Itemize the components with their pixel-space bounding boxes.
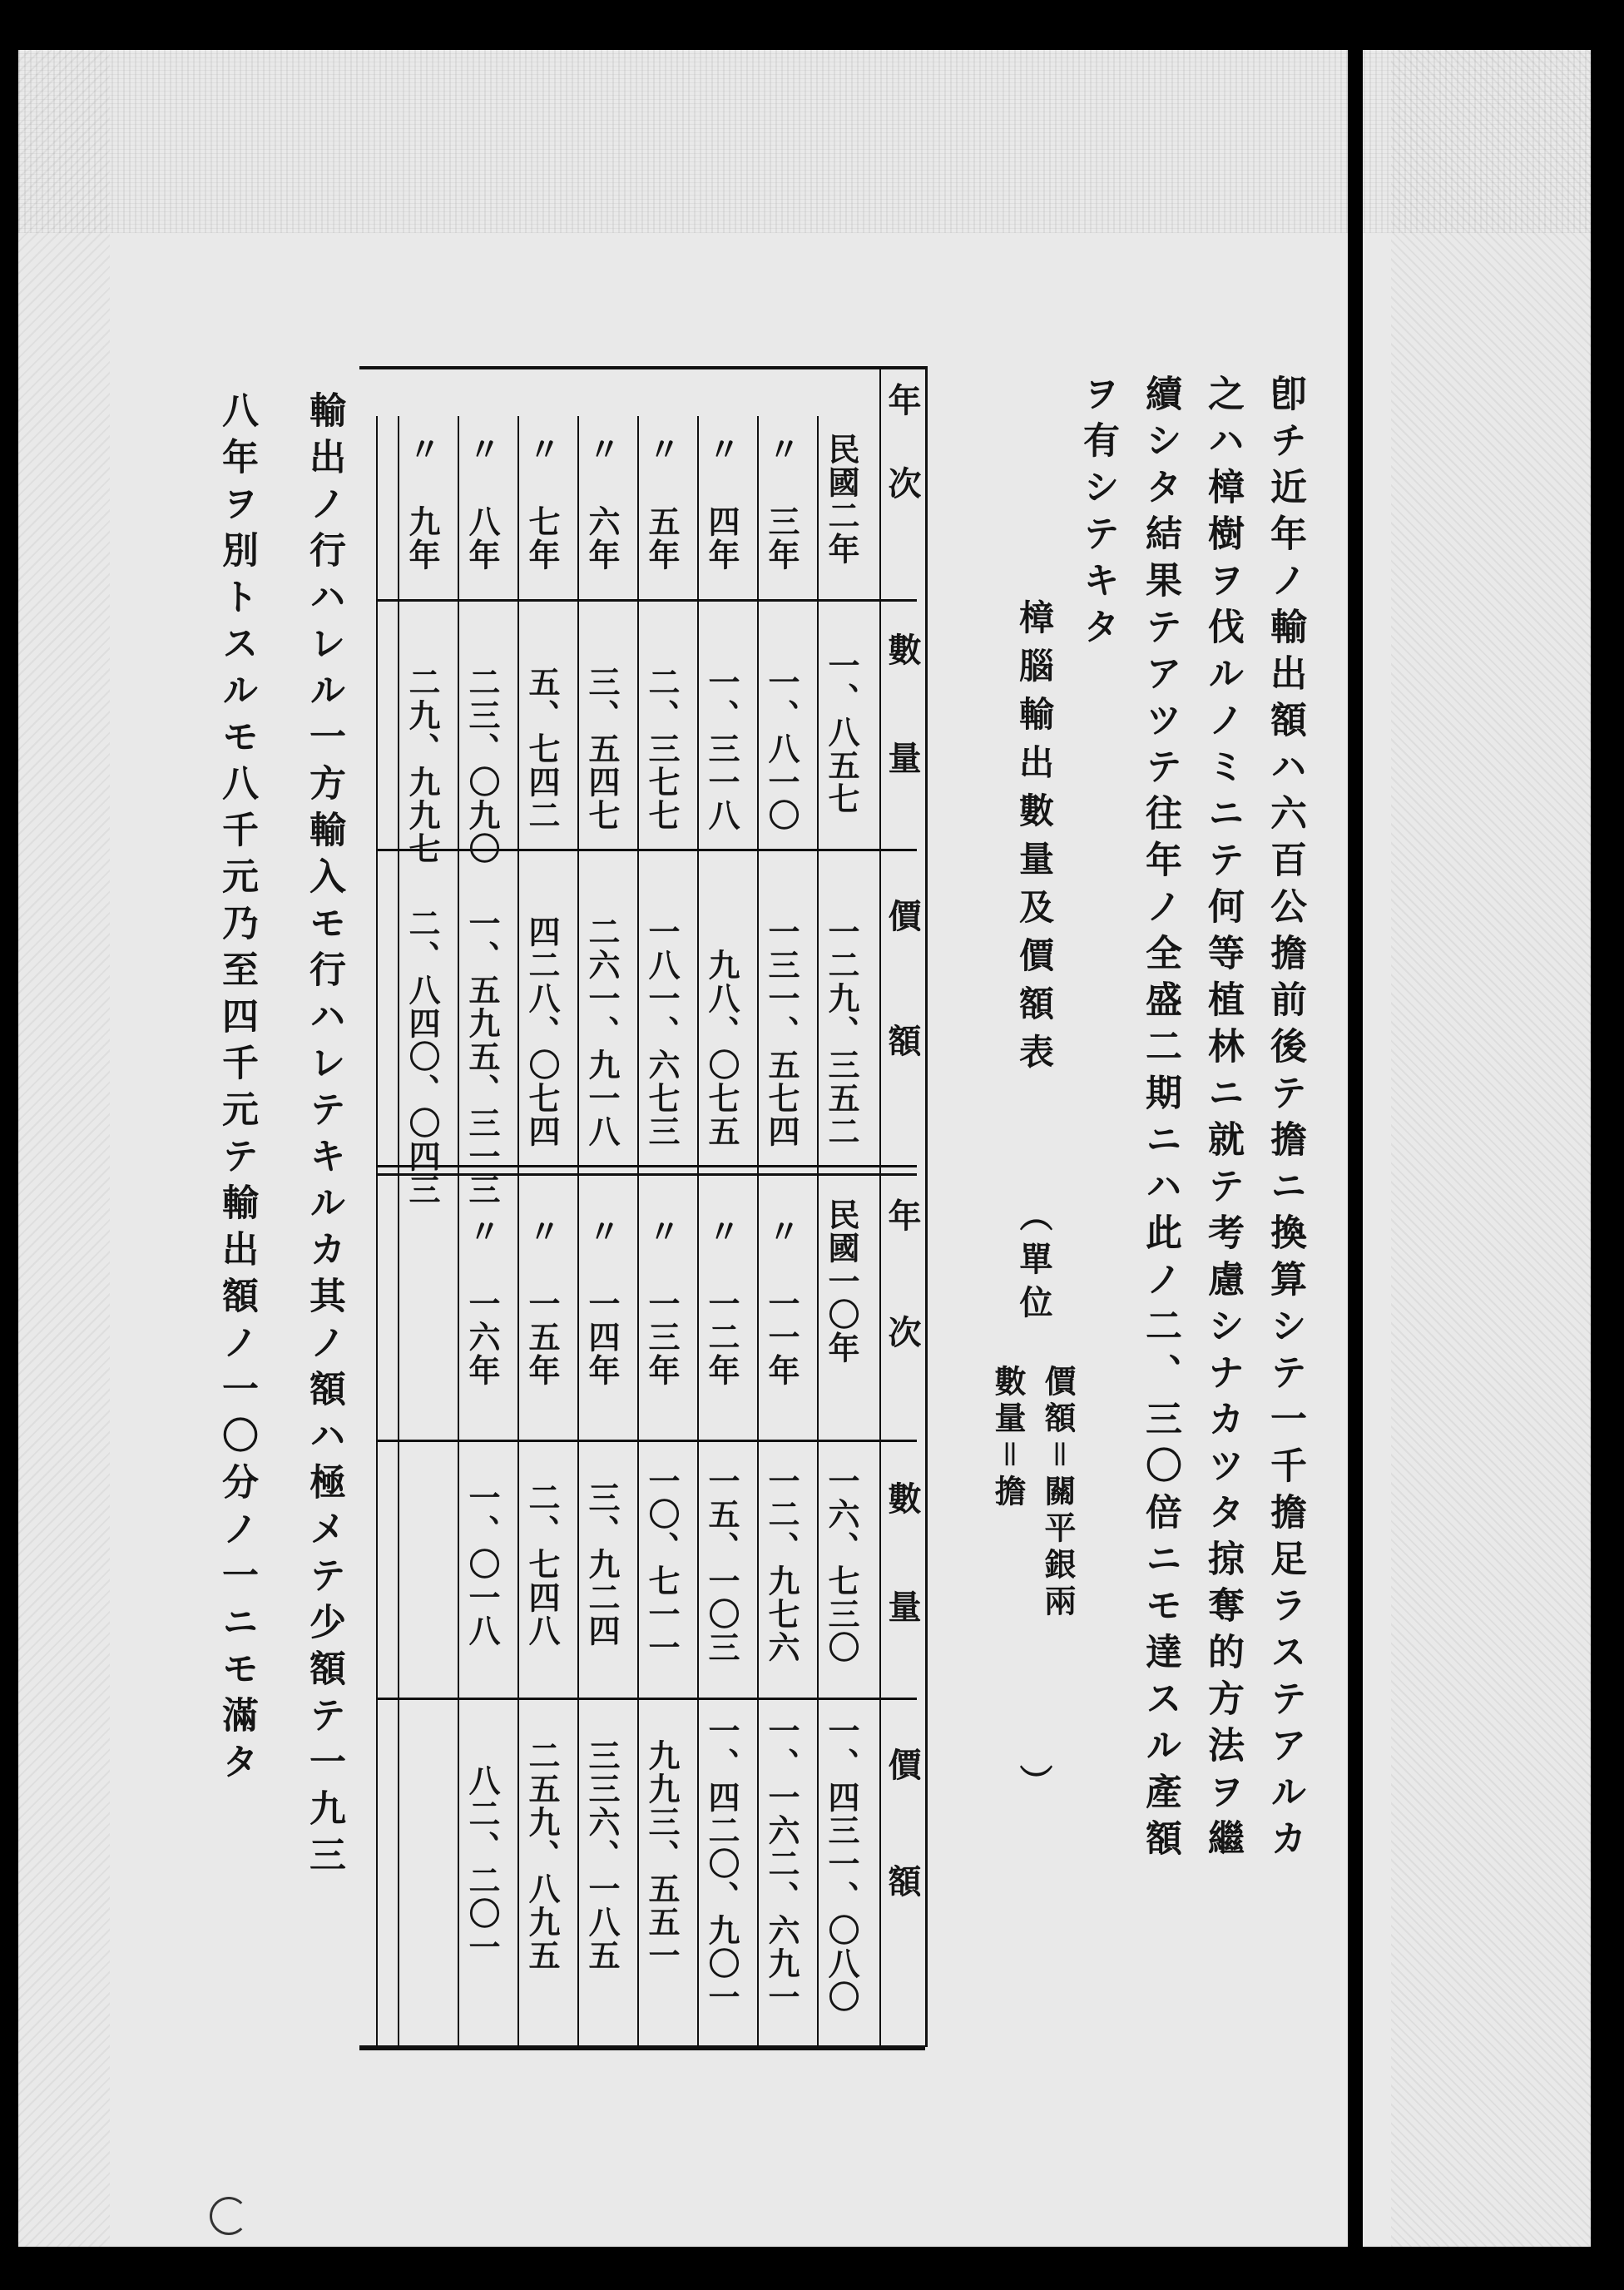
page-edge-rule	[1348, 50, 1363, 2247]
row-price: 二六一、九一八	[583, 915, 621, 1148]
row-price: 二五九、八九五	[523, 1739, 561, 1972]
unit-close: ）	[1014, 1764, 1053, 1807]
row-year: 〃 一六年	[463, 1215, 501, 1387]
row-year: 〃 七年	[523, 433, 561, 572]
row-qty: 一五、一〇三	[703, 1465, 740, 1664]
row-price: 一八一、六七三	[643, 915, 681, 1148]
col-line-3	[697, 416, 699, 2047]
row-year: 〃 一四年	[583, 1215, 621, 1387]
unit-price: 價額＝關平銀兩	[1039, 1365, 1077, 1621]
col-line-1	[817, 416, 819, 2047]
col-line-7	[458, 416, 459, 2047]
header-qty-left: 數量	[883, 632, 922, 849]
col-line-2	[757, 416, 759, 2047]
row-price: 一、五九五、三一三	[463, 907, 501, 1207]
scan-noise-right	[1391, 50, 1591, 2247]
paragraph-top-line-4: ヲ有シテキタ	[1077, 374, 1119, 654]
document-page	[18, 50, 1591, 2247]
paragraph-bottom-line-2: 八年ヲ別トスルモ八千元乃至四千元テ輸出額ノ一〇分ノ一ニモ滿タ	[215, 391, 258, 1789]
row-price: 九九三、五五一	[643, 1739, 681, 1972]
row-price: 一三一、五七四	[763, 915, 800, 1148]
row-qty: 一〇、七一一	[643, 1465, 681, 1664]
col-line-8	[398, 416, 399, 2047]
row-qty: 二、三七七	[643, 666, 681, 832]
row-year: 〃 九年	[404, 433, 441, 572]
row-qty: 三、九二四	[583, 1481, 621, 1648]
header-price-left: 價額	[883, 899, 922, 1148]
row-year: 〃 八年	[463, 433, 501, 572]
row-qty: 一、八五七	[823, 649, 860, 815]
table-top-rule	[359, 366, 925, 369]
table-title: 樟腦輸出數量及價額表	[1014, 599, 1055, 1082]
row-year: 〃 四年	[703, 433, 740, 572]
paragraph-top-line-3: 續シタ結果テアツテ往年ノ全盛二期ニハ此ノ二、三〇倍ニモ達スル產額	[1139, 374, 1181, 1866]
row-price: 二、八四〇、〇四三	[404, 907, 441, 1207]
row-price: 一、一六二、六九一	[763, 1714, 800, 2014]
row-year: 〃 五年	[643, 433, 681, 572]
row-year: 〃 六年	[583, 433, 621, 572]
row-year: 〃 一二年	[703, 1215, 740, 1387]
row-price: 四二八、〇七四	[523, 915, 561, 1148]
header-col-line	[879, 366, 881, 2047]
row-year: 〃 一三年	[643, 1215, 681, 1387]
row-qty: 一二、九七六	[763, 1465, 800, 1664]
header-year-right: 年次	[883, 1198, 922, 1431]
header-qty-right: 數量	[883, 1481, 922, 1698]
paragraph-bottom-line-1: 輸出ノ行ハレル一方輸入モ行ハレテキルカ其ノ額ハ極メテ少額テ一九三	[303, 391, 345, 1882]
row-qty: 一、〇一八	[463, 1481, 501, 1648]
row-price: 三三六、一八五	[583, 1739, 621, 1972]
table-left-edge	[376, 416, 378, 2047]
row-qty: 二九、九九七	[404, 666, 441, 865]
unit-qty: 數量＝擔	[989, 1365, 1027, 1511]
row-price: 一二九、三五二	[823, 915, 860, 1148]
table-bottom-rule	[359, 2045, 925, 2050]
table-right-edge	[925, 366, 928, 2047]
scan-noise-left	[18, 50, 110, 2247]
paragraph-top-line-1: 卽チ近年ノ輸出額ハ六百公擔前後テ擔ニ換算シテ一千擔足ラステアルカ	[1264, 374, 1306, 1866]
header-price-right: 價額	[883, 1747, 922, 1980]
header-year-left: 年次	[883, 383, 922, 549]
row-price: 一、四二〇、九〇一	[703, 1714, 740, 2014]
col-line-4	[637, 416, 639, 2047]
row-year: 〃 一一年	[763, 1215, 800, 1387]
row-year: 〃 三年	[763, 433, 800, 572]
row-year: 民國二年	[823, 433, 860, 566]
row-qty: 一、三一八	[703, 666, 740, 832]
margin-mark	[210, 2197, 248, 2235]
row-price: 一、四三一、〇八〇	[823, 1714, 860, 2014]
row-year: 民國一〇年	[823, 1198, 860, 1365]
row-year: 〃 一五年	[523, 1215, 561, 1387]
paragraph-top-line-2: 之ハ樟樹ヲ伐ルノミニテ何等植林ニ就テ考慮シナカツタ掠奪的方法ヲ繼	[1201, 374, 1244, 1866]
row-qty: 二、七四八	[523, 1481, 561, 1648]
row-price: 九八、〇七五	[703, 949, 740, 1148]
col-line-5	[577, 416, 579, 2047]
row-qty: 三、五四七	[583, 666, 621, 832]
unit-label: （單位	[1014, 1198, 1053, 1328]
row-qty: 五、七四二	[523, 666, 561, 832]
row-price: 八二、二〇一	[463, 1764, 501, 1964]
row-qty: 二三、〇九〇	[463, 666, 501, 865]
row-qty: 一六、七三〇	[823, 1465, 860, 1664]
row-qty: 一、八一〇	[763, 666, 800, 832]
col-line-6	[517, 416, 519, 2047]
